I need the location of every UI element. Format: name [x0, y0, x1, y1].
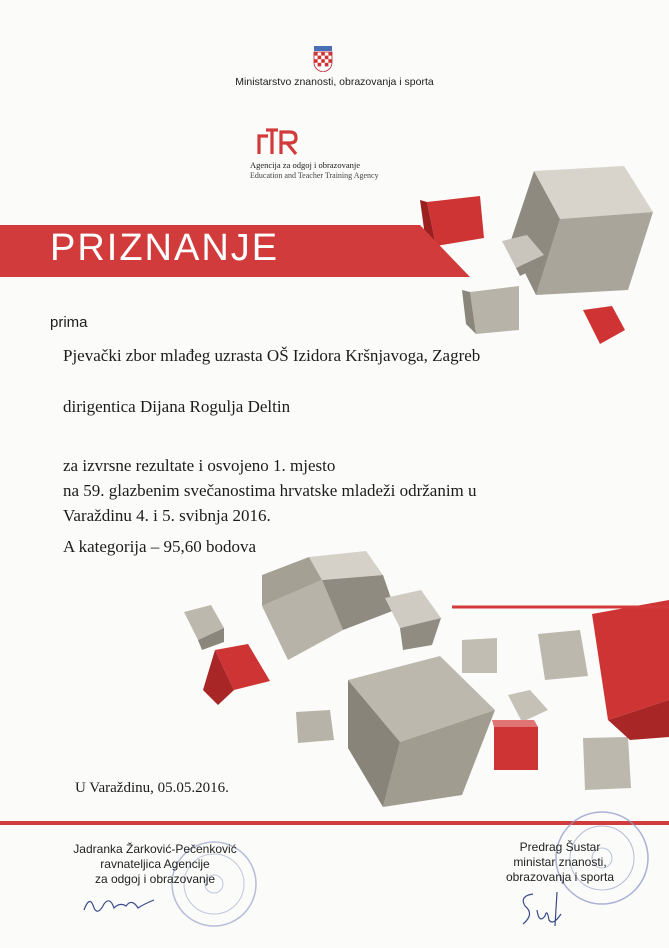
recipient-conductor: dirigentica Dijana Rogulja Deltin: [63, 397, 291, 416]
signatory-left-title-2: za odgoj i obrazovanje: [94, 872, 216, 886]
place-and-date: U Varaždinu, 05.05.2016.: [75, 780, 229, 796]
signatory-right-title-2: obrazovanja i sporta: [505, 870, 615, 884]
recipient-choir: Pjevački zbor mlađeg uzrasta OŠ Izidora Kršnjavoga, Zagreb: [63, 346, 481, 365]
category-score: A kategorija – 95,60 bodova: [63, 537, 257, 556]
cube-group-bottom: [184, 551, 669, 807]
signatory-left-name: Jadranka Žarković-Pečenković: [73, 842, 237, 856]
signatory-left-title-1: ravnateljica Agencije: [100, 857, 210, 871]
agency-name-hr: Agencija za odgoj i obrazovanje: [250, 160, 360, 170]
document-title: PRIZNANJE: [50, 227, 280, 269]
ministry-name: Ministarstvo znanosti, obrazovanja i sporta: [235, 76, 434, 88]
signatory-left: [50, 842, 260, 887]
signature-left: [80, 888, 160, 918]
agency-name-en: Education and Teacher Training Agency: [250, 171, 379, 180]
intro-word: prima: [50, 314, 88, 331]
signatory-right: [480, 840, 640, 885]
result-line-2: na 59. glazbenim svečanostima hrvatske mladeži održanim u: [63, 481, 477, 500]
signatory-right-title-1: ministar znanosti,: [513, 855, 607, 869]
agency-logo-icon: [256, 126, 300, 156]
result-line-1: za izvrsne rezultate i osvojeno 1. mjesto: [63, 456, 336, 475]
signatory-right-name: Predrag Šustar: [519, 840, 601, 854]
result-line-3: Varaždinu 4. i 5. svibnja 2016.: [63, 506, 271, 525]
signature-right: [515, 886, 575, 930]
coat-of-arms-icon: [313, 46, 333, 72]
